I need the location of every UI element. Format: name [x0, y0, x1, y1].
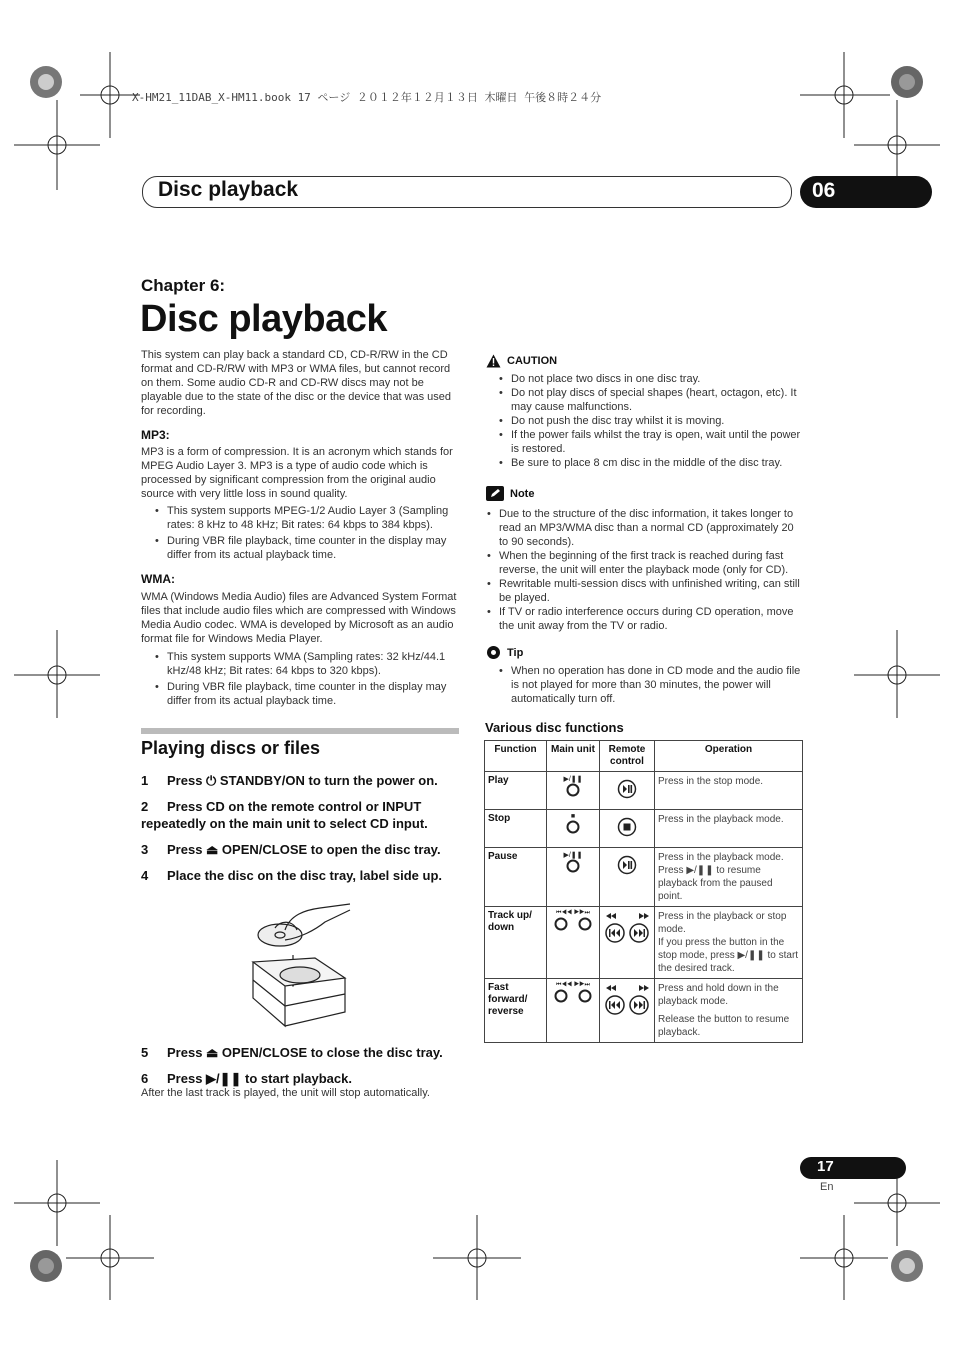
unit-knob-icon: [566, 859, 580, 873]
crosshair-mark-tl2: [14, 100, 100, 190]
skip-buttons-icon: [603, 982, 651, 1016]
column-header: Remote control: [600, 741, 655, 772]
unit-knob-icon: [566, 783, 580, 797]
crosshair-mark-bl2: [66, 1215, 154, 1300]
color-wheel-tr: [891, 66, 923, 98]
play-pause-button-icon: [617, 779, 637, 799]
operation-cell: Press in the playback or stop mode. If you press the button in the stop mode, press ▶/❚❚ to start the desired track.: [655, 907, 803, 979]
main-unit-label: ⏮◀◀ ▶▶⏭: [556, 982, 590, 988]
print-header: X-HM21_11DAB_X-HM11.book 17 ページ ２０１２年１２月１３日 木曜日 午後８時２４分: [132, 91, 602, 104]
disc-tray-illustration: [245, 900, 355, 1030]
skip-buttons-icon: [603, 910, 651, 944]
remote-cell: [600, 848, 655, 907]
tip-label: Tip: [507, 646, 524, 659]
list-item: • Do not place two discs in one disc tray.: [497, 372, 805, 386]
list-item: • This system supports WMA (Sampling rates: 32 kHz/44.1 kHz/48 kHz; Bit rates: 64 kbps to 320 kbps).: [153, 650, 459, 678]
caution-header: [486, 354, 557, 368]
main-unit-cell: [547, 979, 600, 1043]
remote-cell: [600, 979, 655, 1043]
function-name: Pause: [485, 848, 547, 907]
table-header-row: [485, 741, 803, 772]
table-row: [485, 848, 803, 907]
language-code: En: [820, 1181, 834, 1193]
column-header: Main unit: [547, 741, 600, 772]
page-number: 17: [817, 1158, 834, 1175]
remote-cell: [600, 772, 655, 810]
main-unit-cell: [547, 848, 600, 907]
step-4: 4 Place the disc on the disc tray, label side up.: [141, 868, 443, 883]
note-pencil-icon: [486, 486, 504, 501]
section-header-title: Disc playback: [158, 178, 299, 201]
operation-cell: Press in the playback mode. Press ▶/❚❚ to resume playback from the paused point.: [655, 848, 803, 907]
note-bullets: [485, 507, 805, 633]
wma-bullets: [153, 650, 459, 708]
main-unit-label: ■: [570, 813, 576, 820]
mp3-bullets: [153, 504, 459, 562]
section-divider: [141, 728, 459, 734]
note-header: [486, 486, 534, 501]
chapter-label: Chapter 6:: [141, 276, 226, 295]
page-number-pill: [800, 1157, 906, 1179]
functions-title: Various disc functions: [485, 720, 624, 735]
list-item: • Due to the structure of the disc information, it takes longer to read an MP3/WMA disc than a normal CD (approximately 20 to 90 seconds).: [485, 507, 805, 549]
list-item: • If TV or radio interference occurs during CD operation, move the unit away from the TV or radio.: [485, 605, 805, 633]
caution-bullets: [497, 372, 805, 470]
caution-label: CAUTION: [507, 355, 558, 367]
step-5: 5 Press ⏏ OPEN/CLOSE to close the disc tray.: [141, 1045, 443, 1060]
after-playback-note: After the last track is played, the unit will stop automatically.: [141, 1087, 430, 1099]
list-item: • When the beginning of the first track is reached during fast reverse, the unit will enter the playback mode (only for CD).: [485, 549, 805, 577]
color-wheel-bl: [30, 1250, 62, 1282]
main-unit-label: ▶/❚❚: [563, 776, 583, 783]
unit-knob-icon: [566, 820, 580, 834]
operation-cell: Press in the playback mode.: [655, 810, 803, 848]
crosshair-mark-ml: [14, 630, 100, 718]
chapter-number-pill: [800, 176, 932, 208]
crosshair-mark-tr: [800, 52, 890, 138]
operation-cell: Press and hold down in the playback mode. Release the button to resume playback.: [655, 979, 803, 1043]
list-item: • During VBR file playback, time counter in the display may differ from its actual playback time.: [153, 680, 459, 708]
tip-bullets: [497, 664, 805, 706]
note-label: Note: [510, 487, 535, 500]
unit-knob-pair-icon: [551, 917, 595, 931]
mp3-text: MP3 is a form of compression. It is an acronym which stands for MPEG Audio Layer 3. MP3 is a type of audio code which is processed by significant compression from the original audio source with very little loss in sound quality.: [141, 446, 453, 500]
list-item: • This system supports MPEG-1/2 Audio Layer 3 (Sampling rates: 8 kHz to 48 kHz; Bit rates: 64 kbps to 384 kbps).: [153, 504, 459, 532]
main-unit-cell: [547, 772, 600, 810]
crosshair-mark-tl: [80, 52, 140, 138]
step-3: 3 Press ⏏ OPEN/CLOSE to open the disc tray.: [141, 842, 441, 857]
remote-cell: [600, 810, 655, 848]
color-wheel-br: [891, 1250, 923, 1282]
column-header: Function: [485, 741, 547, 772]
step-1: 1 Press ⏻ STANDBY/ON to turn the power on.: [141, 773, 438, 788]
list-item: • Do not play discs of special shapes (heart, octagon, etc). It may cause malfunctions.: [497, 386, 805, 414]
step-2: 2 Press CD on the remote control or INPUT repeatedly on the main unit to select CD input.: [141, 799, 428, 831]
step-6: 6 Press ▶/❚❚ to start playback.: [141, 1071, 352, 1086]
warning-triangle-icon: [486, 354, 501, 368]
main-unit-label: ⏮◀◀ ▶▶⏭: [556, 910, 590, 916]
playing-section-title: Playing discs or files: [141, 738, 321, 758]
chapter-number: 06: [812, 179, 836, 202]
main-unit-label: ▶/❚❚: [563, 852, 583, 859]
crosshair-mark-bl: [14, 1160, 100, 1246]
list-item: • Rewritable multi-session discs with unfinished writing, can still be played.: [485, 577, 805, 605]
color-wheel-tl: [30, 66, 62, 98]
play-pause-button-icon: [617, 855, 637, 875]
main-unit-cell: [547, 907, 600, 979]
wma-text: WMA (Windows Media Audio) files are Advanced System Format files that include audio files which are compressed with Windows Media Audio codec. WMA is developed by Microsoft as an audio format file for Windows Media Player.: [141, 591, 457, 645]
table-row: [485, 772, 803, 810]
list-item: • During VBR file playback, time counter in the display may differ from its actual playback time.: [153, 534, 459, 562]
list-item: • Be sure to place 8 cm disc in the middle of the disc tray.: [497, 456, 805, 470]
table-row: [485, 907, 803, 979]
function-name: Stop: [485, 810, 547, 848]
list-item: • If the power fails whilst the tray is open, wait until the power is restored.: [497, 428, 805, 456]
function-name: Fast forward/ reverse: [485, 979, 547, 1043]
crosshair-mark-mr: [854, 630, 940, 718]
operation-cell: Press in the stop mode.: [655, 772, 803, 810]
table-row: [485, 979, 803, 1043]
stop-button-icon: [617, 817, 637, 837]
unit-knob-pair-icon: [551, 989, 595, 1003]
crosshair-mark-br: [800, 1215, 888, 1300]
functions-table: [484, 740, 803, 1043]
tip-header: [486, 645, 523, 660]
wma-heading: WMA:: [141, 572, 175, 586]
tip-gear-icon: [486, 645, 501, 660]
remote-cell: [600, 907, 655, 979]
crosshair-mark-bc: [433, 1215, 521, 1300]
list-item: • When no operation has done in CD mode and the audio file is not played for more than 30 minutes, the power will automatically turn off.: [497, 664, 805, 706]
table-row: [485, 810, 803, 848]
list-item: • Do not push the disc tray whilst it is moving.: [497, 414, 805, 428]
column-header: Operation: [655, 741, 803, 772]
intro-paragraph: This system can play back a standard CD, CD-R/RW in the CD format and CD-R/RW with MP3 or WMA files, but cannot record on them. Some audio CD-R and CD-RW discs may not be playable due to the state of the disc or the device that was used for recording.: [141, 349, 452, 417]
main-unit-cell: [547, 810, 600, 848]
page-title: Disc playback: [140, 298, 387, 340]
function-name: Play: [485, 772, 547, 810]
mp3-heading: MP3:: [141, 428, 170, 442]
function-name: Track up/ down: [485, 907, 547, 979]
